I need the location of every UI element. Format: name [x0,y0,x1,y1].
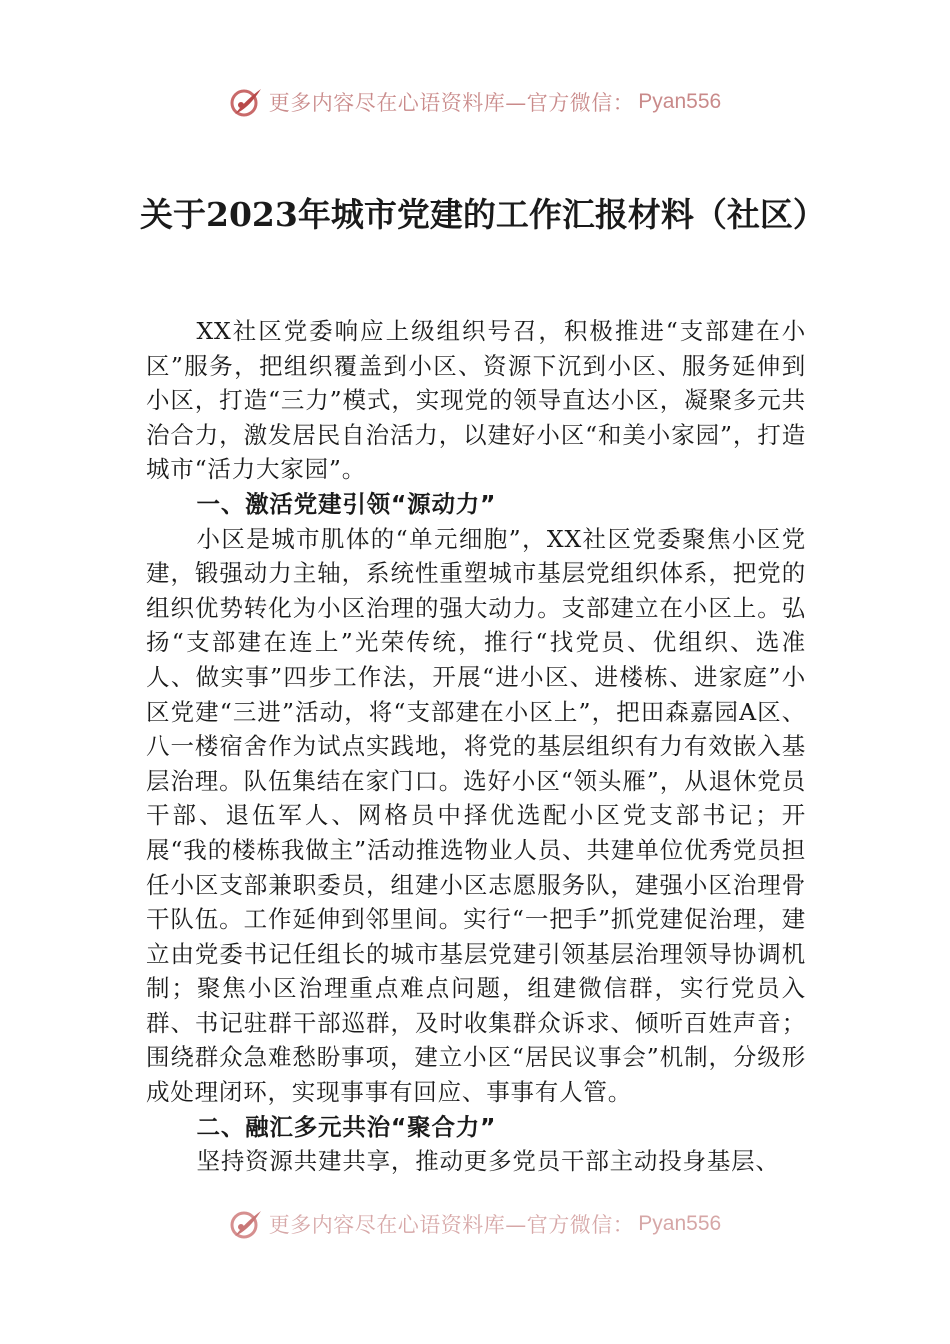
quill-logo-icon [229,86,263,118]
document-title: 关于2023年城市党建的工作汇报材料（社区） [140,195,826,234]
paragraph-section-2: 坚持资源共建共享，推动更多党员干部主动投身基层、 [196,1147,780,1176]
quill-logo-icon [229,1208,263,1240]
watermark-wechat-id: Pyan556 [638,1212,722,1235]
watermark-text: 更多内容尽在心语资料库—官方微信： [268,91,635,115]
section-heading-1: 一、激活党建引领“源动力” [196,489,497,518]
section-heading-2: 二、融汇多元共治“聚合力” [196,1112,497,1141]
paragraph-section-1: 小区是城市肌体的“单元细胞”，XX社区党委聚焦小区党建，锻强动力主轴，系统性重塑城市基层党组织体系，把党的组织优势转化为小区治理的强大动力。支部建立在小区上。弘扬“支部建在连上”光荣传统，推行“找党员、优组织、选准人、做实事”四步工作法，开展“进小区、进楼栋、进家庭”小区党建“三进”活动，将“支部建在小区上”，把田森嘉园A区、八一楼宿舍作为试点实践地，将党的基层组织有力有效嵌入基层治理。队伍集结在家门口。选好小区“领头雁”，从退休党员干部、退伍军人、网格员中择优选配小区党支部书记；开展“我的楼栋我做主”活动推选物业人员、共建单位优秀党员担任小区支部兼职委员，组建小区志愿服务队，建强小区治理骨干队伍。工作延伸到邻里间。实行“一把手”抓党建促治理，建立由党委书记任组长的城市基层党建引领基层治理领导协调机制；聚焦小区治理重点难点问题，组建微信群，实行党员入群、书记驻群干部巡群，及时收集群众诉求、倾听百姓声音；围绕群众急难愁盼事项，建立小区“居民议事会”机制，分级形成处理闭环，实现事事有回应、事事有人管。 [146,524,806,1107]
header-watermark [0,86,950,118]
footer-watermark [0,1208,950,1240]
watermark-wechat-id: Pyan556 [638,90,722,113]
watermark-text: 更多内容尽在心语资料库—官方微信： [268,1213,635,1237]
paragraph-intro: XX社区党委响应上级组织号召，积极推进“支部建在小区”服务，把组织覆盖到小区、资源下沉到小区、服务延伸到小区，打造“三力”模式，实现党的领导直达小区，凝聚多元共治合力，激发居民自治活力，以建好小区“和美小家园”，打造城市“活力大家园”。 [146,317,806,484]
document-body [146,314,806,1179]
